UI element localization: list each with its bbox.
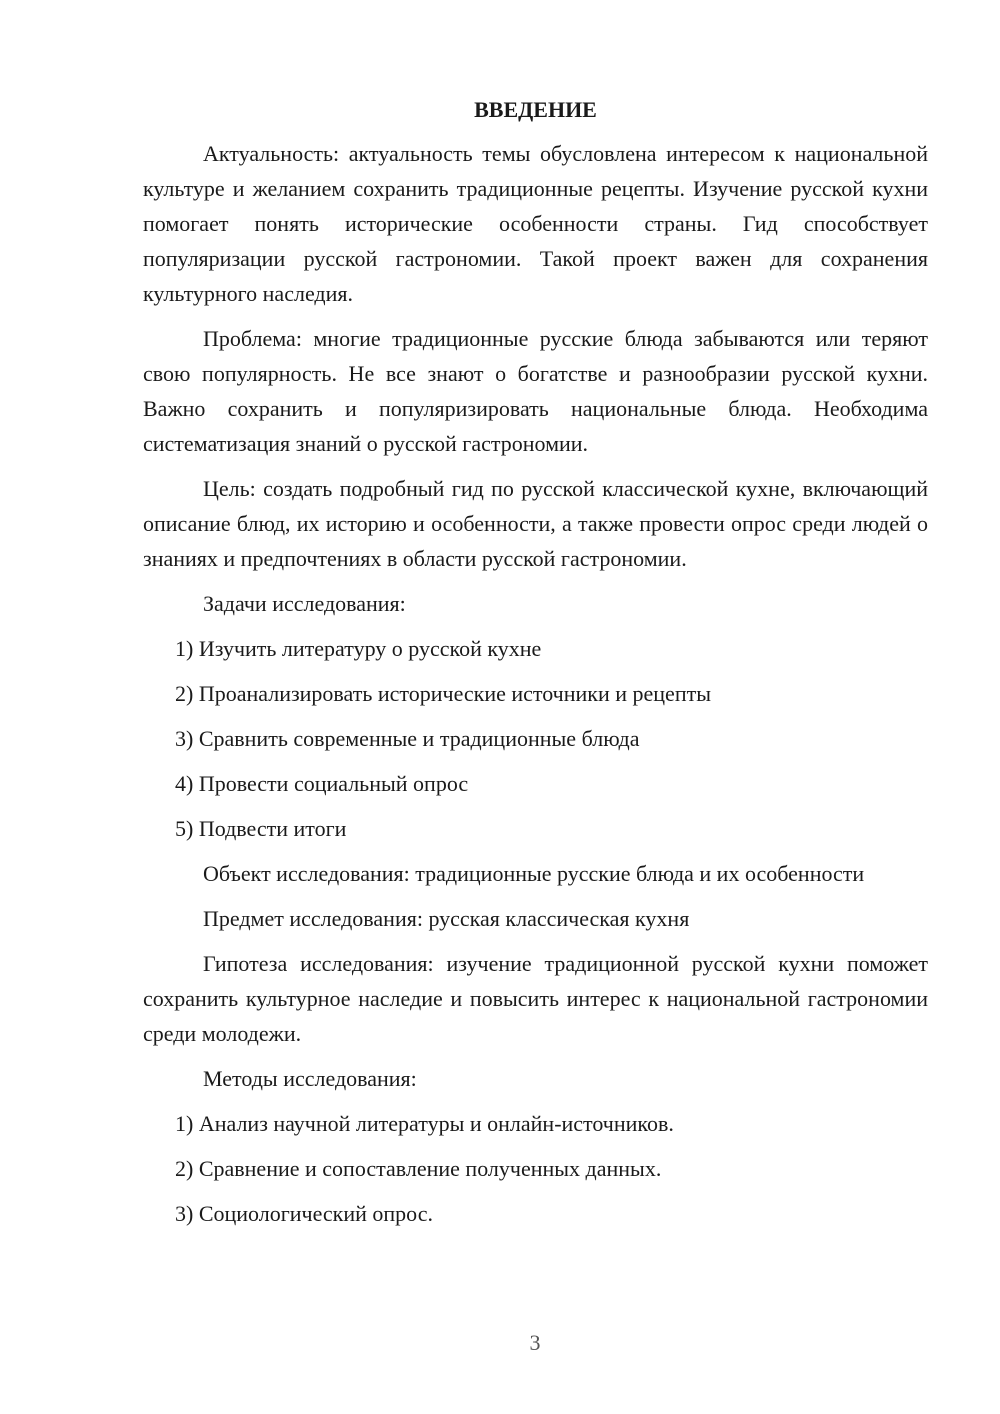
- list-item: 3) Социологический опрос.: [175, 1201, 433, 1226]
- tasks-heading: Задачи исследования:: [203, 591, 406, 616]
- document-page: [143, 90, 928, 1241]
- list-item: 5) Подвести итоги: [175, 816, 347, 841]
- goal-paragraph: Цель: создать подробный гид по русской классической кухне, включающий описание блюд, их историю и особенности, а также провести опрос среди людей о знаниях и предпочтениях в области русской гастрономии.: [143, 476, 928, 571]
- methods-list: [143, 1106, 928, 1231]
- hypothesis-paragraph: Гипотеза исследования: изучение традиционной русской кухни поможет сохранить культурное наследие и повысить интерес к национальной гастрономии среди молодежи.: [143, 951, 928, 1046]
- object-paragraph: Объект исследования: традиционные русские блюда и их особенности: [203, 861, 865, 886]
- list-item: 1) Анализ научной литературы и онлайн-источников.: [175, 1111, 674, 1136]
- problem-paragraph: Проблема: многие традиционные русские блюда забываются или теряют свою популярность. Не все знают о богатстве и разнообразии русской кухни. Важно сохранить и популяризировать национальные блюда. Необходима систематизация знаний о русской гастрономии.: [143, 326, 928, 456]
- list-item: 1) Изучить литературу о русской кухне: [175, 636, 542, 661]
- page-number: 3: [529, 1330, 541, 1355]
- tasks-list: [143, 631, 928, 846]
- list-item: 4) Провести социальный опрос: [175, 771, 469, 796]
- section-title: ВВЕДЕНИЕ: [474, 97, 597, 122]
- relevance-paragraph: Актуальность: актуальность темы обусловлена интересом к национальной культуре и желанием сохранить традиционные рецепты. Изучение русской кухни помогает понять исторические особенности страны. Гид способствует популяризации русской гастрономии. Такой проект важен для сохранения культурного наследия.: [143, 141, 928, 306]
- methods-heading: Методы исследования:: [203, 1066, 417, 1091]
- list-item: 2) Сравнение и сопоставление полученных данных.: [175, 1156, 662, 1181]
- list-item: 3) Сравнить современные и традиционные блюда: [175, 726, 640, 751]
- subject-paragraph: Предмет исследования: русская классическая кухня: [203, 906, 690, 931]
- list-item: 2) Проанализировать исторические источники и рецепты: [175, 681, 711, 706]
